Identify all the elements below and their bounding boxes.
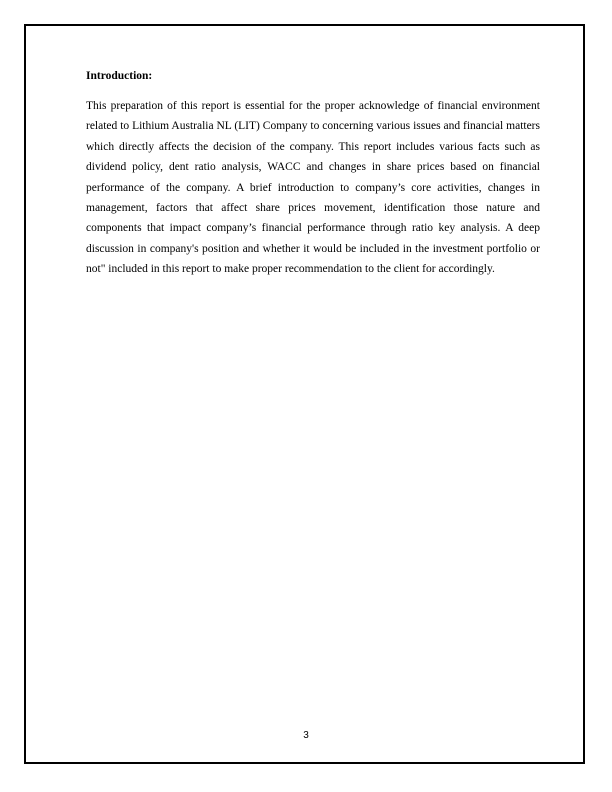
document-body [86, 68, 540, 280]
section-heading: Introduction: [86, 70, 153, 82]
introduction-paragraph: This preparation of this report is essential for the proper acknowledge of financial environment related to Lithium Australia NL (LIT) Company to concerning various issues and financial matters which directly affects the decision of the company. This report includes various facts such as dividend policy, dent ratio analysis, WACC and changes in share prices based on financial performance of the company. A brief introduction to company’s core activities, changes in management, factors that affect share prices movement, identification those nature and components that impact company’s financial performance through ratio key analysis. A deep discussion in company's position and whether it would be included in the investment portfolio or not" included in this report to make proper recommendation to the client for accordingly. [86, 100, 540, 276]
page-number: 3 [303, 730, 309, 741]
